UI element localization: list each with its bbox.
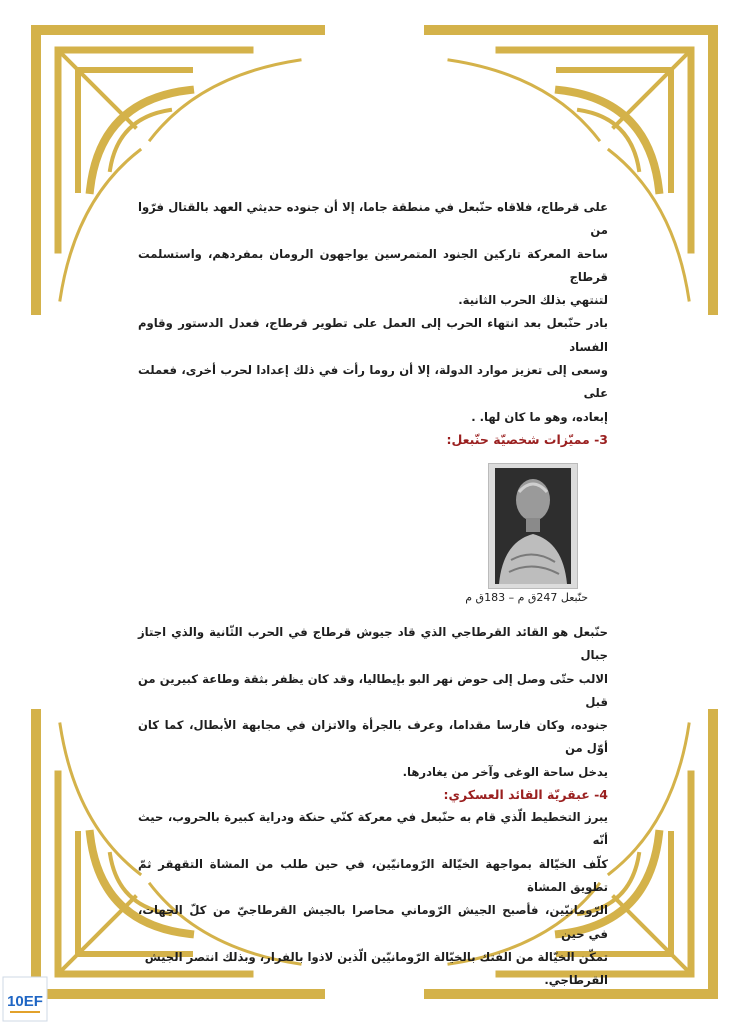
paragraph-line: ساحة المعركة تاركين الجنود المتمرسين يواجهون الرومان بمفردهم، واستسلمت قرطاج	[138, 246, 608, 284]
paragraph-line: تمكّن الخيّالة من الفتك بالخيّالة الرّومانيّين الّذين لاذوا بالفرار، وبذلك انتصر الجيش	[144, 949, 608, 964]
paragraph-line: يبرز التخطيط الّذي قام به حنّبعل في معركة كنّي حنكة ودراية كبيرة بالحروب، حيث أنّه	[138, 810, 608, 848]
paragraph-line: كلّف الخيّالة بمواجهة الخيّالة الرّومانيّين، في حين طلب من المشاة التقهقر ثمّ تطويق المشاة	[138, 856, 608, 894]
paragraph-line: يدخل ساحة الوغى وآخر من يغادرها.	[402, 764, 608, 779]
site-logo	[2, 976, 48, 1022]
paragraph-line: إبعاده، وهو ما كان لها. .	[471, 409, 608, 424]
paragraph-line: وسعى إلى تعزيز موارد الدولة، إلا أن روما رأت في ذلك إعدادا لحرب أخرى، فعملت على	[138, 363, 608, 401]
paragraph-line: على قرطاج، فلاقاه حنّبعل في منطقة جاما، إلا أن جنوده حديثي العهد بالقتال فرّوا من	[138, 200, 608, 238]
paragraph-line: جنوده، وكان فارسا مقداما، وعرف بالجرأة والاتزان في مجابهة الأبطال، كما كان أوّل من	[138, 718, 608, 756]
paragraph-line: الرّومانيّين، فأصبح الجيش الرّوماني محاصرا بالجيش القرطاجيّ من كلّ الجهات، في حين	[138, 903, 608, 941]
paragraph-line: لتنتهي بذلك الحرب الثانية.	[458, 293, 608, 308]
logo-text: 10EF	[7, 993, 43, 1010]
section-heading-4: 4- عبقريّة القائد العسكري:	[443, 787, 608, 803]
portrait-figure	[138, 461, 608, 615]
paragraph-line: بادر حنّبعل بعد انتهاء الحرب إلى العمل على تطوير قرطاج، فعدل الدستور وقاوم الفساد	[138, 316, 608, 354]
paragraph-line: القرطاجي.	[544, 973, 608, 988]
paragraph-line: الالب حتّى وصل إلى حوض نهر البو بإيطاليا، وقد كان يظفر بثقة وطاعة كبيرين من قبل	[138, 671, 608, 709]
document-body	[138, 196, 608, 992]
portrait-caption: حنّبعل 247ق م – 183ق م	[465, 590, 588, 604]
hannibal-bust-image	[488, 463, 578, 589]
paragraph-line: حنّبعل هو القائد القرطاجي الذي قاد جيوش قرطاج في الحرب الثّانية والذي اجتاز جبال	[138, 624, 608, 663]
section-heading-3: 3- مميّزات شخصيّة حنّبعل:	[446, 431, 608, 447]
